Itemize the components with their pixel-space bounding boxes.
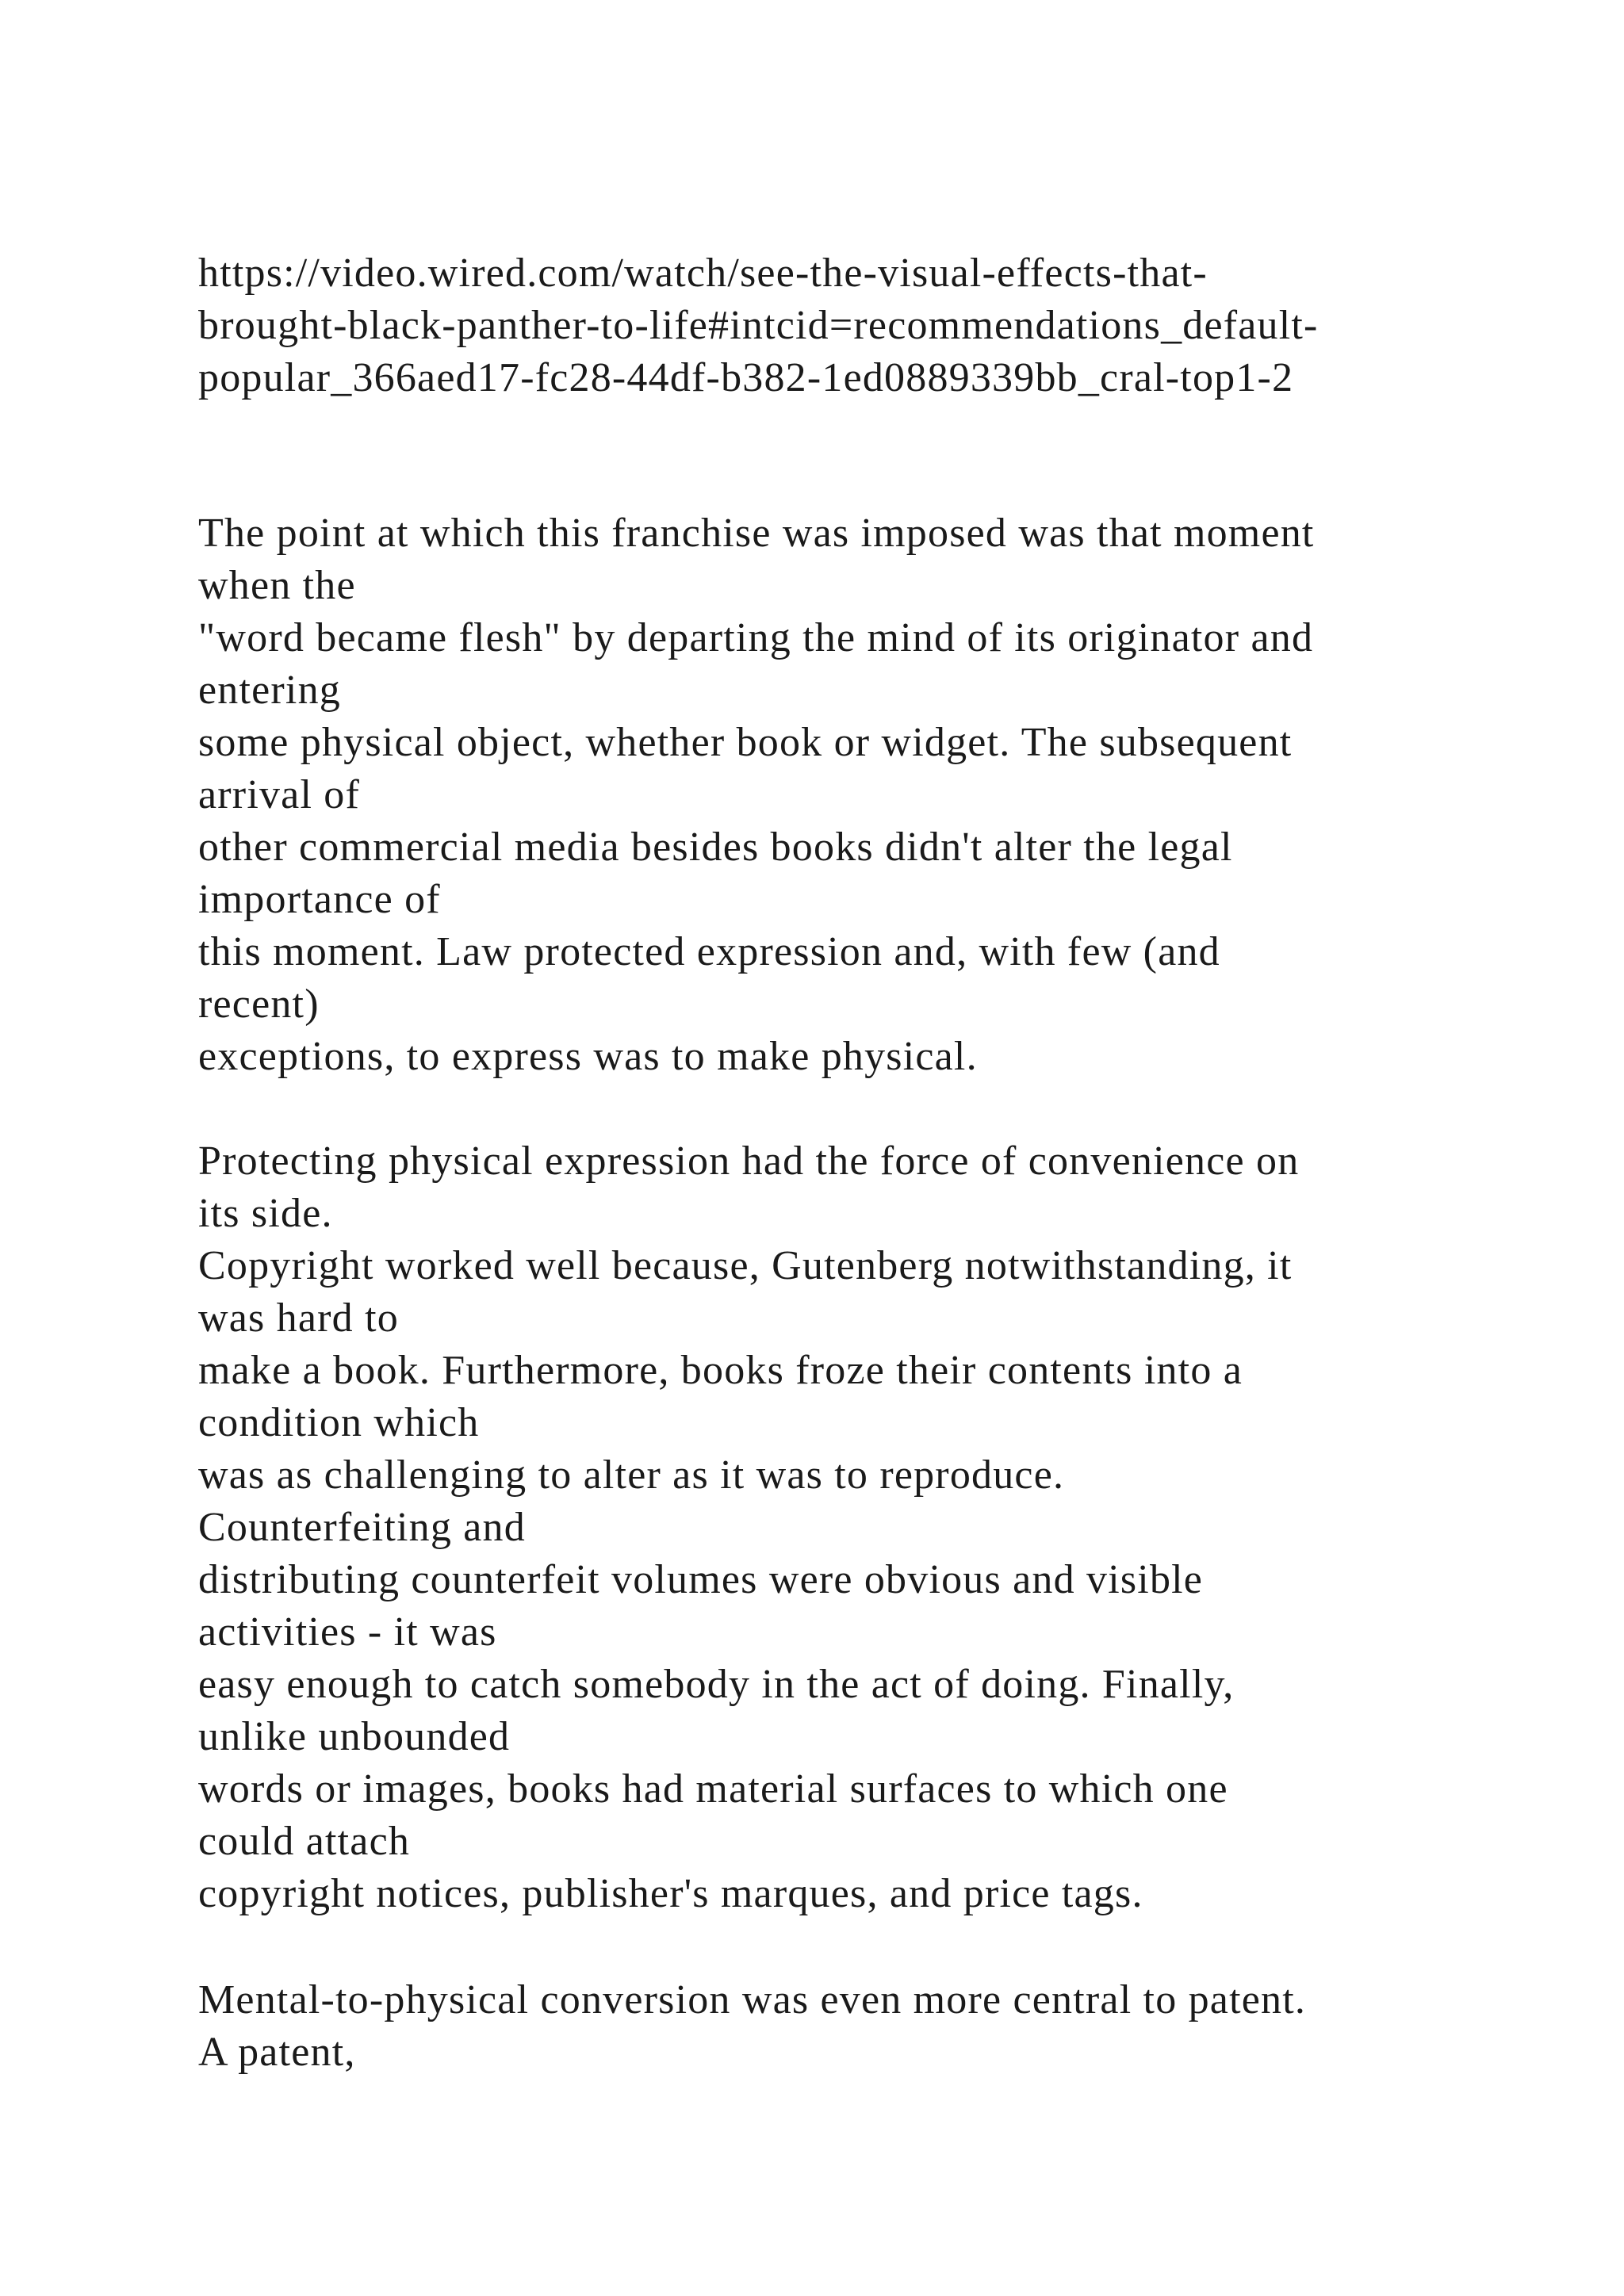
text-line: when the xyxy=(198,563,356,608)
source-url xyxy=(198,247,1546,404)
text-line: arrival of xyxy=(198,772,361,817)
paragraph-1 xyxy=(198,507,1546,1083)
text-line: words or images, books had material surfaces to which one xyxy=(198,1766,1228,1812)
text-line: The point at which this franchise was imposed was that moment xyxy=(198,511,1315,556)
url-line: popular_366aed17-fc28-44df-b382-1ed0889339bb_cral-top1-2 xyxy=(198,355,1294,400)
url-line: https://video.wired.com/watch/see-the-visual-effects-that- xyxy=(198,251,1208,296)
paragraph-2 xyxy=(198,1135,1546,1920)
text-line: Counterfeiting and xyxy=(198,1505,526,1550)
text-line: importance of xyxy=(198,877,441,922)
text-line: Copyright worked well because, Gutenberg notwithstanding, it xyxy=(198,1243,1293,1288)
text-line: other commercial media besides books didn't alter the legal xyxy=(198,825,1233,870)
text-line: could attach xyxy=(198,1819,411,1864)
url-line: brought-black-panther-to-life#intcid=recommendations_default- xyxy=(198,303,1319,348)
text-line: some physical object, whether book or widget. The subsequent xyxy=(198,720,1293,765)
text-line: Protecting physical expression had the force of convenience on xyxy=(198,1138,1300,1184)
text-line: easy enough to catch somebody in the act of doing. Finally, xyxy=(198,1662,1235,1707)
text-line: A patent, xyxy=(198,2030,356,2075)
text-line: Mental-to-physical conversion was even more central to patent. xyxy=(198,1977,1307,2022)
text-line: unlike unbounded xyxy=(198,1714,511,1759)
text-line: was as challenging to alter as it was to reproduce. xyxy=(198,1452,1065,1498)
text-line: this moment. Law protected expression and, with few (and xyxy=(198,929,1220,974)
text-line: was hard to xyxy=(198,1295,399,1341)
text-line: entering xyxy=(198,668,341,713)
text-line: copyright notices, publisher's marques, and price tags. xyxy=(198,1871,1143,1916)
text-line: condition which xyxy=(198,1400,480,1445)
text-line: "word became flesh" by departing the mind of its originator and xyxy=(198,615,1314,660)
text-line: activities - it was xyxy=(198,1609,497,1655)
text-line: recent) xyxy=(198,982,320,1027)
text-line: exceptions, to express was to make physical. xyxy=(198,1034,978,1079)
text-line: its side. xyxy=(198,1191,333,1236)
text-line: distributing counterfeit volumes were obvious and visible xyxy=(198,1557,1204,1602)
text-line: make a book. Furthermore, books froze their contents into a xyxy=(198,1348,1243,1393)
paragraph-3 xyxy=(198,1974,1546,2079)
